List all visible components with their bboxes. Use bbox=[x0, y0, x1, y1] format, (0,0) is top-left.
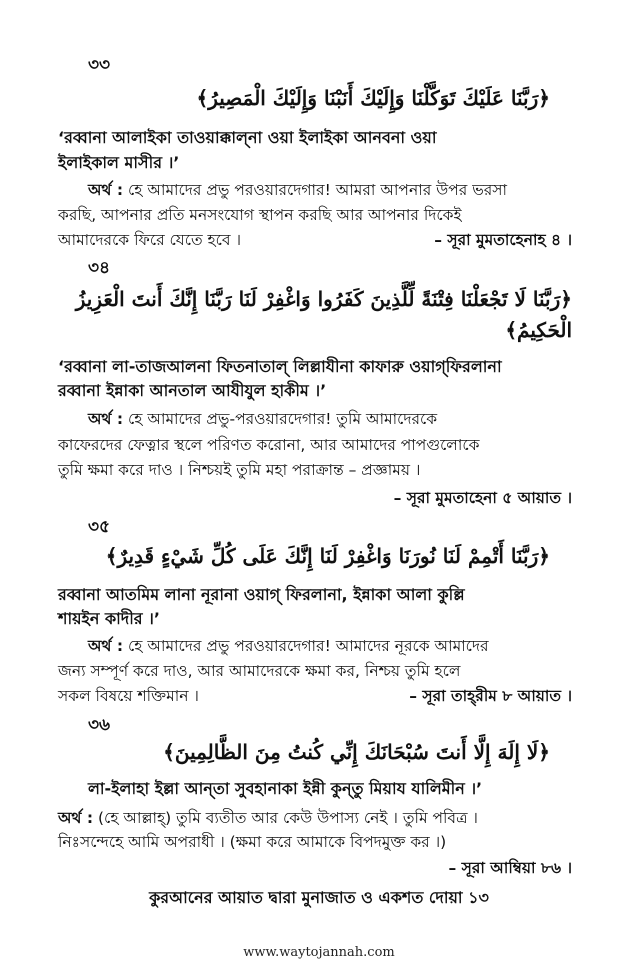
meaning-text: হে আমাদের প্রভু পরওয়ারদেগার! আমাদের নূরকে আমাদের bbox=[128, 637, 489, 655]
arabic-verse: ﴿رَبَّنَا لَا تَجْعَلْنَا فِتْنَةً لِّلَّذِينَ كَفَرُوا وَاغْفِرْ لَنَا رَبَّنَا إِنَّكَ أَنتَ الْعَزِيزُ bbox=[75, 287, 572, 311]
page-footer: কুরআনের আয়াত দ্বারা মুনাজাত ও একশত দোয়া ১৩ bbox=[149, 888, 489, 907]
transliteration-line: ইলাইকাল মাসীর ।’ bbox=[58, 153, 180, 172]
transliteration-line: শায়ইন কাদীর ।’ bbox=[58, 609, 160, 628]
surah-reference: – সূরা মুমতাহেনা ৫ আয়াত । bbox=[393, 489, 572, 507]
website-watermark: www.waytojannah.com bbox=[243, 945, 395, 960]
meaning-line: তুমি ক্ষমা করে দাও । নিশ্চয়ই তুমি মহা পরাক্রান্ত – প্রজ্ঞাময় । bbox=[58, 461, 421, 479]
section-number: ৩৪ bbox=[88, 258, 111, 278]
transliteration-line: লা-ইলাহা ইল্লা আন্‌তা সুবহানাকা ইন্নী কুন্‌তু মিয়ায যালিমীন ।’ bbox=[88, 779, 483, 798]
transliteration-line: রব্বানা ইন্নাকা আনতাল আযীযুল হাকীম ।’ bbox=[58, 381, 327, 400]
section-number: ৩৩ bbox=[88, 55, 111, 75]
meaning-text: (হে আল্লাহ্) তুমি ব্যতীত আর কেউ উপাস্য নেই । তুমি পবিত্র । bbox=[98, 809, 478, 827]
meaning-line bbox=[88, 407, 437, 433]
meaning-text: হে আমাদের প্রভু-পরওয়ারদেগার! তুমি আমাদেরকে bbox=[128, 410, 438, 428]
meaning-label: অর্থ : bbox=[58, 809, 94, 827]
meaning-label: অর্থ : bbox=[88, 637, 124, 655]
arabic-verse: ﴿رَبَّنَا عَلَيْكَ تَوَكَّلْنَا وَإِلَيْكَ أَنَبْنَا وَإِلَيْكَ الْمَصِيرُ﴾ bbox=[196, 86, 550, 110]
transliteration-line: রব্বানা আতমিম লানা নূরানা ওয়াগ্ ফিরলানা, ইন্নাকা আলা কুল্লি bbox=[58, 585, 465, 604]
section-number: ৩৬ bbox=[88, 715, 111, 735]
meaning-label: অর্থ : bbox=[88, 181, 124, 199]
surah-reference: – সূরা আম্বিয়া ৮৬ । bbox=[448, 859, 572, 877]
arabic-verse: ﴿رَبَّنَا أَتْمِمْ لَنَا نُورَنَا وَاغْفِرْ لَنَا إِنَّكَ عَلَى كُلِّ شَيْءٍ قَدِيرٌ﴾ bbox=[105, 544, 550, 568]
meaning-line: নিঃসন্দেহে আমি অপরাধী । (ক্ষমা করে আমাকে বিপদমুক্ত কর ।) bbox=[58, 833, 447, 851]
meaning-label: অর্থ : bbox=[88, 410, 124, 428]
meaning-line: আমাদেরকে ফিরে যেতে হবে । bbox=[58, 231, 241, 249]
meaning-line: কাফেরদের ফেত্নার স্থলে পরিণত করোনা, আর আমাদের পাপগুলোকে bbox=[58, 436, 480, 454]
meaning-line bbox=[58, 806, 478, 832]
meaning-text: হে আমাদের প্রভু পরওয়ারদেগার! আমরা আপনার উপর ভরসা bbox=[128, 181, 508, 199]
surah-reference: – সূরা তাহ্‌রীম ৮ আয়াত । bbox=[409, 687, 572, 705]
meaning-line bbox=[88, 178, 507, 204]
transliteration-line: ‘রব্বানা লা-তাজআলনা ফিতনাতাল্ লিল্লাযীনা কাফারু ওয়াগ্‌ফিরলানা bbox=[58, 357, 502, 376]
transliteration-line: ‘রব্বানা আলাইকা তাওয়াক্কাল্না ওয়া ইলাইকা আনবনা ওয়া bbox=[58, 128, 437, 147]
surah-reference: – সূরা মুমতাহেনাহ ৪ । bbox=[434, 231, 572, 249]
meaning-line: জন্য সম্পূর্ণ করে দাও, আর আমাদেরকে ক্ষমা কর, নিশ্চয় তুমি হলে bbox=[58, 662, 461, 680]
section-number: ৩৫ bbox=[88, 517, 111, 537]
meaning-line: করছি, আপনার প্রতি মনসংযোগ স্থাপন করছি আর আপনার দিকেই bbox=[58, 206, 462, 224]
arabic-verse: ﴿لَا إِلَهَ إِلَّا أَنتَ سُبْحَانَكَ إِنِّي كُنتُ مِنَ الظَّالِمِينَ﴾ bbox=[163, 740, 550, 764]
arabic-verse: الْحَكِيمُ﴾ bbox=[505, 318, 572, 342]
meaning-line bbox=[88, 634, 489, 660]
meaning-line: সকল বিষয়ে শক্তিমান । bbox=[58, 687, 199, 705]
